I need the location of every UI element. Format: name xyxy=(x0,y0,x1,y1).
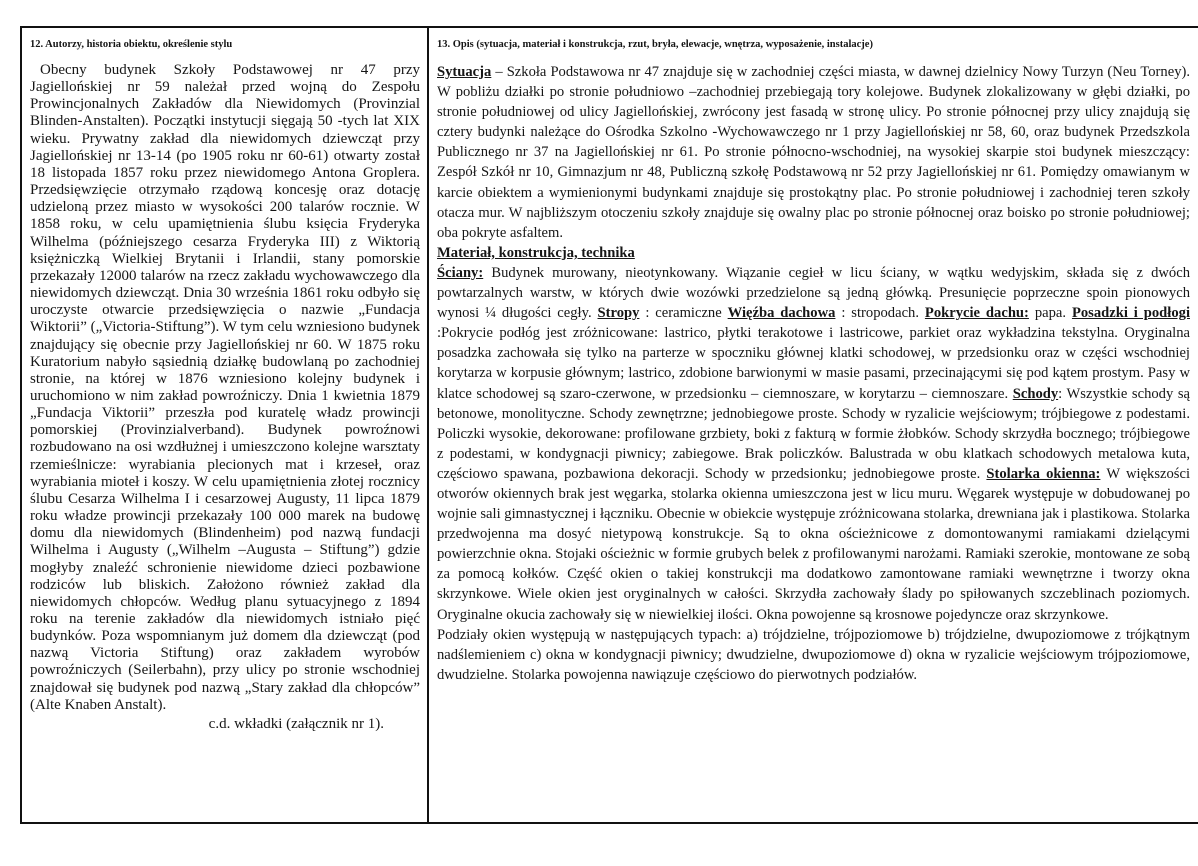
pokrycie-text: papa. xyxy=(1028,305,1072,322)
history-column xyxy=(30,38,420,798)
description-body-material xyxy=(437,243,1190,263)
frame-left-border xyxy=(20,26,22,824)
sytuacja-text: – Szkoła Podstawowa nr 47 znajduje się w zachodniej części miasta, w dawnej dzielnicy Nowy Turzyn (Neu Torney). W pobliżu działki po stronie południowo –zachodniej przebiegają tory kolejowe. Budynek zlokalizowany w głębi działki, po stronie południowej od ulicy Jagiellońskiej, zwrócony jest fasadą w stronę ulicy. Po stronie północnej przy ulicy znajdują się cztery budynki należące do Ośrodka Szkolno -Wychowawczego nr 1 przy Jagiellońskiej nr 58, 60, oraz budynek Przedszkola Publicznego nr 37 na Jagiellońskiej nr 61. Po stronie północno-wschodniej, na wysokiej skarpie stoi budynek mieszczący: Zespół Szkół nr 10, Gimnazjum nr 48, Publiczną szkołę Podstawową nr 52 przy Jagiellońskiej nr 61. Pomiędzy omawianym w karcie obiektem a wymienionymi budynkami znajduje się prostokątny plac. Po stronie południowej i zachodniej teren szkoły otacza mur. W najbliższym otoczeniu szkoły znajduje się owalny plac po stronie północnej oraz boisko po stronie południowej; oba pokryte asfaltem. xyxy=(437,64,1190,241)
label-material: Materiał, konstrukcja, technika xyxy=(437,244,635,261)
description-body-main xyxy=(437,263,1190,625)
history-body xyxy=(30,62,420,714)
description-body-sytuacja xyxy=(437,62,1190,243)
stolarka-text: W większości otworów okiennych brak jest węgarka, stolarka okienna umieszczona jest w licu muru. Węgarek występuje w dobudowanej po wojnie sali gimnastycznej i łączniku. Obecnie w obiekcie występuje zróżnicowana stolarka, drewniana jak i plastikowa. Stolarka przedwojenna ma dosyć nietypową konstrukcje. Są to okna ościeżnicowe z domontowanymi ramiakami dzielącymi powierzchnie okna. Stojaki ościeżnic w formie grubych belek z profilowanymi narożami. Ramiaki szerokie, montowane ze sobą za pomocą kołków. Część okien o takiej konstrukcji ma dodatkowo zamontowane ramiaki wewnętrzne i tworzy okna skrzynkowe. Wiele okien jest oryginalnych w całości. Skrzydła zachowały ślady po spiłowanych szczeblinach poziomych. Oryginalne okucia zachowały się w niewielkiej ilości. Okna powojenne są krosnowe pojedyncze oraz skrzynkowe. xyxy=(437,465,1190,623)
sciany-text: Budynek murowany, nieotynkowany. Wiązanie cegieł w licu ściany, w wątku wedyjskim, składa się z dwóch powtarzalnych warstw, w których dwie wozówki przedzielone są jedną główką. Presunięcie poprzeczne spoin pionowych wynosi ¼ długości cegły. xyxy=(437,264,1190,322)
label-wiezba: Więźba dachowa xyxy=(727,305,836,322)
description-body-podzialy xyxy=(437,625,1190,685)
history-heading: 12. Autorzy, historia obiektu, określenie stylu xyxy=(30,39,233,50)
label-pokrycie: Pokrycie dachu: xyxy=(924,305,1029,322)
podzialy-text: Podziały okien występują w następujących typach: a) trójdzielne, trójpoziomowe b) trójdzielne, dwupoziomowe z trójkątnym nadślemieniem c) okna w kondygnacji piwnicy; dwudzielne, dwupoziomowe d) okna w ryzalicie wejściowym trójpoziomowe, dwudzielne. Stolarka powojenna nawiązuje częściowo do pierwotnych podziałów. xyxy=(437,626,1190,683)
description-heading: 13. Opis (sytuacja, materiał i konstrukcja, rzut, bryła, elewacje, wnętrza, wyposażenie, instalacje) xyxy=(437,39,873,50)
description-column xyxy=(437,38,1190,798)
label-stropy: Stropy xyxy=(597,305,640,322)
label-sciany: Ściany: xyxy=(437,264,484,281)
label-posadzki: Posadzki i podłogi xyxy=(1071,305,1190,322)
frame-top-border xyxy=(20,26,1198,28)
continued-note: c.d. wkładki (załącznik nr 1). xyxy=(208,715,384,732)
label-schody: Schody xyxy=(1012,385,1059,402)
schody-text: : Wszystkie schody są betonowe, monolityczne. Schody zewnętrzne; jednobiegowe proste. Schody w ryzalicie wejściowym; trójbiegowe z podestami. Policzki wysokie, dekorowane: profilowane grzbiety, boki z fakturą w formie żłobków. Schody skrzydła bocznego; trójbiegowe z podestami, w kondygnacji piwnicy; zabiegowe. Brak policzków. Balustrada w obu klatkach schodowych metalowa kuta, częściowo spawana, pozbawiona dekoracji. Schody w przedsionku; jednobiegowe proste. xyxy=(437,385,1190,482)
stropy-text: : ceramiczne xyxy=(639,305,728,322)
label-stolarka: Stolarka okienna: xyxy=(986,465,1101,482)
posadzki-text: :Pokrycie podłóg jest zróżnicowane: lastrico, płytki terakotowe i lastricowe, parkiet oraz wykładzina tekstylna. Oryginalna posadzka zachowała się tylko na parterze w spoczniku głównej klatki schodowej, w przedsionku oraz w części wschodniej korytarza w korpusie głównym; lastrico, zdobione barwionymi w masie pasami, przecinającymi się pod kątem prostym. Pasy w klatce schodowej są szaro-czerwone, w przedsionku – ciemnoszare, w korytarzu – ciemnoszare. xyxy=(437,325,1190,402)
label-sytuacja: Sytuacja xyxy=(437,64,492,80)
history-text: Obecny budynek Szkoły Podstawowej nr 47 przy Jagiellońskiej nr 59 należał przed wojną do Zespołu Prowincjonalnych Zakładów dla Niewidomych (Provinzial Blinden-Anstalten). Początki instytucji sięgają 50 -tych lat XIX wieku. Prywatny zakład dla niewidomych dziewcząt przy Jagiellońskiej nr 13-14 (po 1905 roku nr 60-61) otwarty został 18 listopada 1857 roku przez niewidomego Antona Groplera. Przedsięwzięcie otrzymało rządową koncesję oraz dotację udzieloną przez miasto w wysokości 200 talarów rocznie. W 1858 roku, w celu upamiętnienia ślubu księcia Fryderyka Wilhelma (późniejszego cesarza Fryderyka III) z Wiktorią księżniczką Wielkiej Brytanii i Irlandii, stany pomorskie przekazały 12000 talarów na rzecz zakładu wychowawczego dla niewidomych dziewcząt. Dnia 30 września 1861 roku odbyło się uroczyste otwarcie przedsięwzięcia o nazwie „Fundacja Wiktorii” („Victoria-Stiftung”). W tym celu wzniesiono budynek znajdujący się obecnie przy Jagiellońskiej nr 60. W 1875 roku Kuratorium nabyło sąsiednią działkę budowlaną po zachodniej stronie, na której w 1876 wzniesiono kolejny budynek i uruchomiono w nim zakład powroźniczy. Dnia 1 kwietnia 1879 „Fundacja Viktorii” przeszła pod kuratelę władz prowincji pomorskiej (Provinzialverband). Budynek powroźnowi rozbudowano na osi wzdłużnej i umieszczono kolejne warsztaty rzemieślnicze: wyrabiania plecionych mat i krzeseł, oraz wyrabiania mioteł i koszy. W celu upamiętnienia złotej rocznicy ślubu Cesarza Wilhelma I i cesarzowej Augusty, 11 lipca 1879 roku władze prowincji przekazały 100 000 marek na budowę domu dla niewidomych (Blindenheim) pod nazwą fundacji Wilhelma i Augusty („Wilhelm –Augusta – Stiftung”) gdzie mogłyby znaleźć schronienie niewidome dzieci pozbawione rodziców lub bliskich. Założono również zakład dla niewidomych chłopców. Według planu sytuacyjnego z 1894 roku na terenie zakładów dla niewidomych istniało pięć budynków. Poza wspomnianym już domem dla dziewcząt (pod nazwą Victoria Stiftung) oraz zakładem wyrobów powroźniczych (Seilerbahn), przy ulicy po stronie wschodniej znajdował się budynek pod nazwą „Stary zakład dla chłopców” (Alte Knaben Anstalt). xyxy=(30,62,420,713)
wiezba-text: : stropodach. xyxy=(835,305,925,322)
frame-bottom-border xyxy=(20,822,1198,824)
column-divider xyxy=(427,26,429,824)
